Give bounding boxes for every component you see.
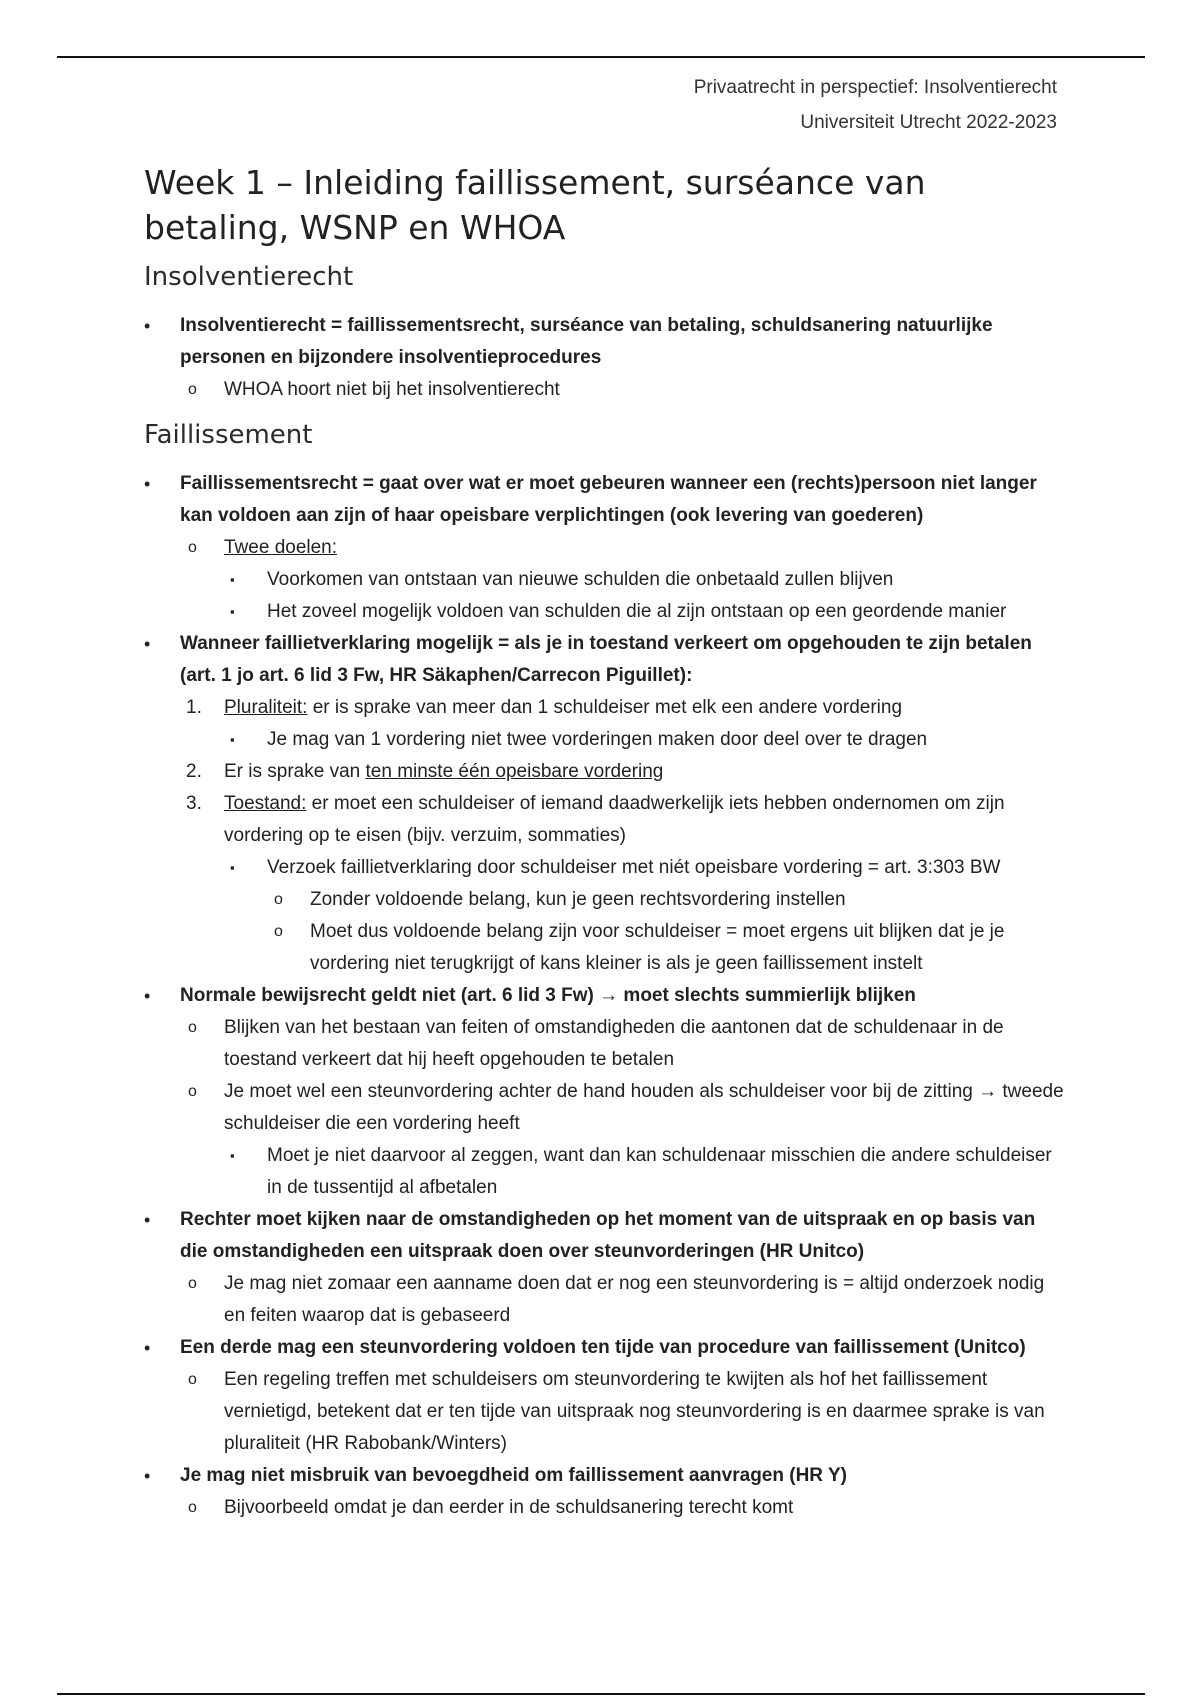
circle-marker: o (188, 539, 197, 556)
circle-marker: o (274, 891, 283, 908)
list-item (144, 468, 1064, 532)
item-text: Je mag niet misbruik van bevoegdheid om faillissement aanvragen (HR Y) (180, 1465, 847, 1486)
list-item (144, 596, 1064, 628)
item-text: Wanneer faillietverklaring mogelijk = als je in toestand verkeert om opgehouden te zijn betalen (art. 1 jo art. 6 lid 3 Fw, HR Säkaphen/Carrecon Piguillet): (180, 633, 1032, 686)
circle-marker: o (188, 1019, 197, 1036)
item-text: Een derde mag een steunvordering voldoen ten tijde van procedure van faillissement (Unitco) (180, 1337, 1026, 1358)
item-text: Verzoek faillietverklaring door schuldeiser met niét opeisbare vordering = art. 3:303 BW (267, 857, 1001, 878)
item-text: er is sprake van meer dan 1 schuldeiser met elk een andere vordering (307, 697, 903, 718)
list-item (144, 980, 1064, 1012)
list-item (144, 692, 1064, 724)
header-university: Universiteit Utrecht 2022-2023 (800, 112, 1057, 133)
bullet-marker: • (144, 1338, 151, 1358)
bullet-marker: • (144, 474, 151, 494)
list-item (144, 1492, 1064, 1524)
item-text: Je mag van 1 vordering niet twee vorderingen maken door deel over te dragen (267, 729, 928, 750)
list-item (144, 1204, 1064, 1268)
circle-marker: o (188, 1371, 197, 1388)
number-marker: 3. (186, 793, 202, 814)
circle-marker: o (188, 1275, 197, 1292)
square-marker: ▪ (230, 1148, 235, 1163)
title-line-1: Week 1 – Inleiding faillissement, surséance van (144, 163, 926, 202)
page-title (144, 160, 1064, 250)
list-item (144, 1364, 1064, 1460)
heading-faillissement: Faillissement (144, 420, 313, 450)
item-text: Blijken van het bestaan van feiten of omstandigheden die aantonen dat de schuldenaar in de toestand verkeert dat hij heeft opgehouden te betalen (224, 1017, 1004, 1070)
circle-marker: o (188, 381, 197, 398)
circle-marker: o (274, 923, 283, 940)
list-item (144, 724, 1064, 756)
list-item (144, 1140, 1064, 1204)
list-item (144, 756, 1064, 788)
item-text: Voorkomen van ontstaan van nieuwe schulden die onbetaald zullen blijven (267, 569, 894, 590)
heading-insolventierecht: Insolventierecht (144, 262, 354, 292)
list-faillissement (144, 468, 1064, 1524)
item-label: Toestand: (224, 793, 307, 814)
list-item (144, 1268, 1064, 1332)
item-text: Twee doelen: (224, 537, 338, 558)
bullet-marker: • (144, 1466, 151, 1486)
list-item (144, 564, 1064, 596)
list-item (144, 1332, 1064, 1364)
item-text: Je moet wel een steunvordering achter de hand houden als schuldeiser voor bij de zitting → tweede schuldeiser die een vordering heeft (224, 1081, 1064, 1134)
title-line-2: betaling, WSNP en WHOA (144, 208, 566, 247)
item-text: Normale bewijsrecht geldt niet (art. 6 lid 3 Fw) → moet slechts summierlijk blijken (180, 985, 916, 1006)
number-marker: 1. (186, 697, 202, 718)
list-item (144, 374, 1064, 406)
item-text: Moet dus voldoende belang zijn voor schuldeiser = moet ergens uit blijken dat je je vordering niet terugkrijgt of kans kleiner is als je geen faillissement instelt (310, 921, 1005, 974)
item-text: Moet je niet daarvoor al zeggen, want dan kan schuldenaar misschien die andere schuldeiser in de tussentijd al afbetalen (267, 1145, 1052, 1198)
list-item (144, 1460, 1064, 1492)
square-marker: ▪ (230, 860, 235, 875)
number-marker: 2. (186, 761, 202, 782)
item-text: Zonder voldoende belang, kun je geen rechtsvordering instellen (310, 889, 846, 910)
list-item (144, 788, 1064, 852)
list-item (144, 1012, 1064, 1076)
bullet-marker: • (144, 986, 151, 1006)
bullet-marker: • (144, 316, 151, 336)
item-text: Er is sprake van (224, 761, 366, 782)
item-text: WHOA hoort niet bij het insolventierecht (224, 379, 560, 400)
bottom-rule (57, 1693, 1145, 1695)
header-course: Privaatrecht in perspectief: Insolventierecht (693, 77, 1057, 98)
list-item (144, 852, 1064, 884)
page-header (694, 70, 1057, 140)
square-marker: ▪ (230, 604, 235, 619)
top-rule (57, 56, 1145, 58)
bullet-marker: • (144, 634, 151, 654)
bullet-marker: • (144, 1210, 151, 1230)
item-text: er moet een schuldeiser of iemand daadwerkelijk iets hebben ondernomen om zijn vordering op te eisen (bijv. verzuim, sommaties) (224, 793, 1005, 846)
item-text: Een regeling treffen met schuldeisers om steunvordering te kwijten als hof het faillissement vernietigd, betekent dat er ten tijde van uitspraak nog steunvordering is en daarmee sprake is van pluraliteit (HR Rabobank/Winters) (224, 1369, 1045, 1454)
circle-marker: o (188, 1083, 197, 1100)
item-text: Rechter moet kijken naar de omstandigheden op het moment van de uitspraak en op basis van die omstandigheden een uitspraak doen over steunvorderingen (HR Unitco) (180, 1209, 1036, 1262)
item-text: Je mag niet zomaar een aanname doen dat er nog een steunvordering is = altijd onderzoek nodig en feiten waarop dat is gebaseerd (224, 1273, 1045, 1326)
item-text: Faillissementsrecht = gaat over wat er moet gebeuren wanneer een (rechts)persoon niet langer kan voldoen aan zijn of haar opeisbare verplichtingen (ook levering van goederen) (180, 473, 1037, 526)
item-underline: ten minste één opeisbare vordering (365, 761, 664, 782)
list-item (144, 916, 1064, 980)
square-marker: ▪ (230, 732, 235, 747)
list-item (144, 628, 1064, 692)
list-item (144, 1076, 1064, 1140)
list-item (144, 310, 1064, 374)
list-item (144, 532, 1064, 564)
document-body (144, 160, 1064, 1524)
list-item (144, 884, 1064, 916)
list-insolventierecht (144, 310, 1064, 406)
item-label: Pluraliteit: (224, 697, 308, 718)
item-text: Bijvoorbeeld omdat je dan eerder in de schuldsanering terecht komt (224, 1497, 794, 1518)
circle-marker: o (188, 1499, 197, 1516)
item-text: Het zoveel mogelijk voldoen van schulden die al zijn ontstaan op een geordende manier (267, 601, 1007, 622)
square-marker: ▪ (230, 572, 235, 587)
item-text: Insolventierecht = faillissementsrecht, surséance van betaling, schuldsanering natuurlijke personen en bijzondere insolventieprocedures (180, 315, 993, 368)
